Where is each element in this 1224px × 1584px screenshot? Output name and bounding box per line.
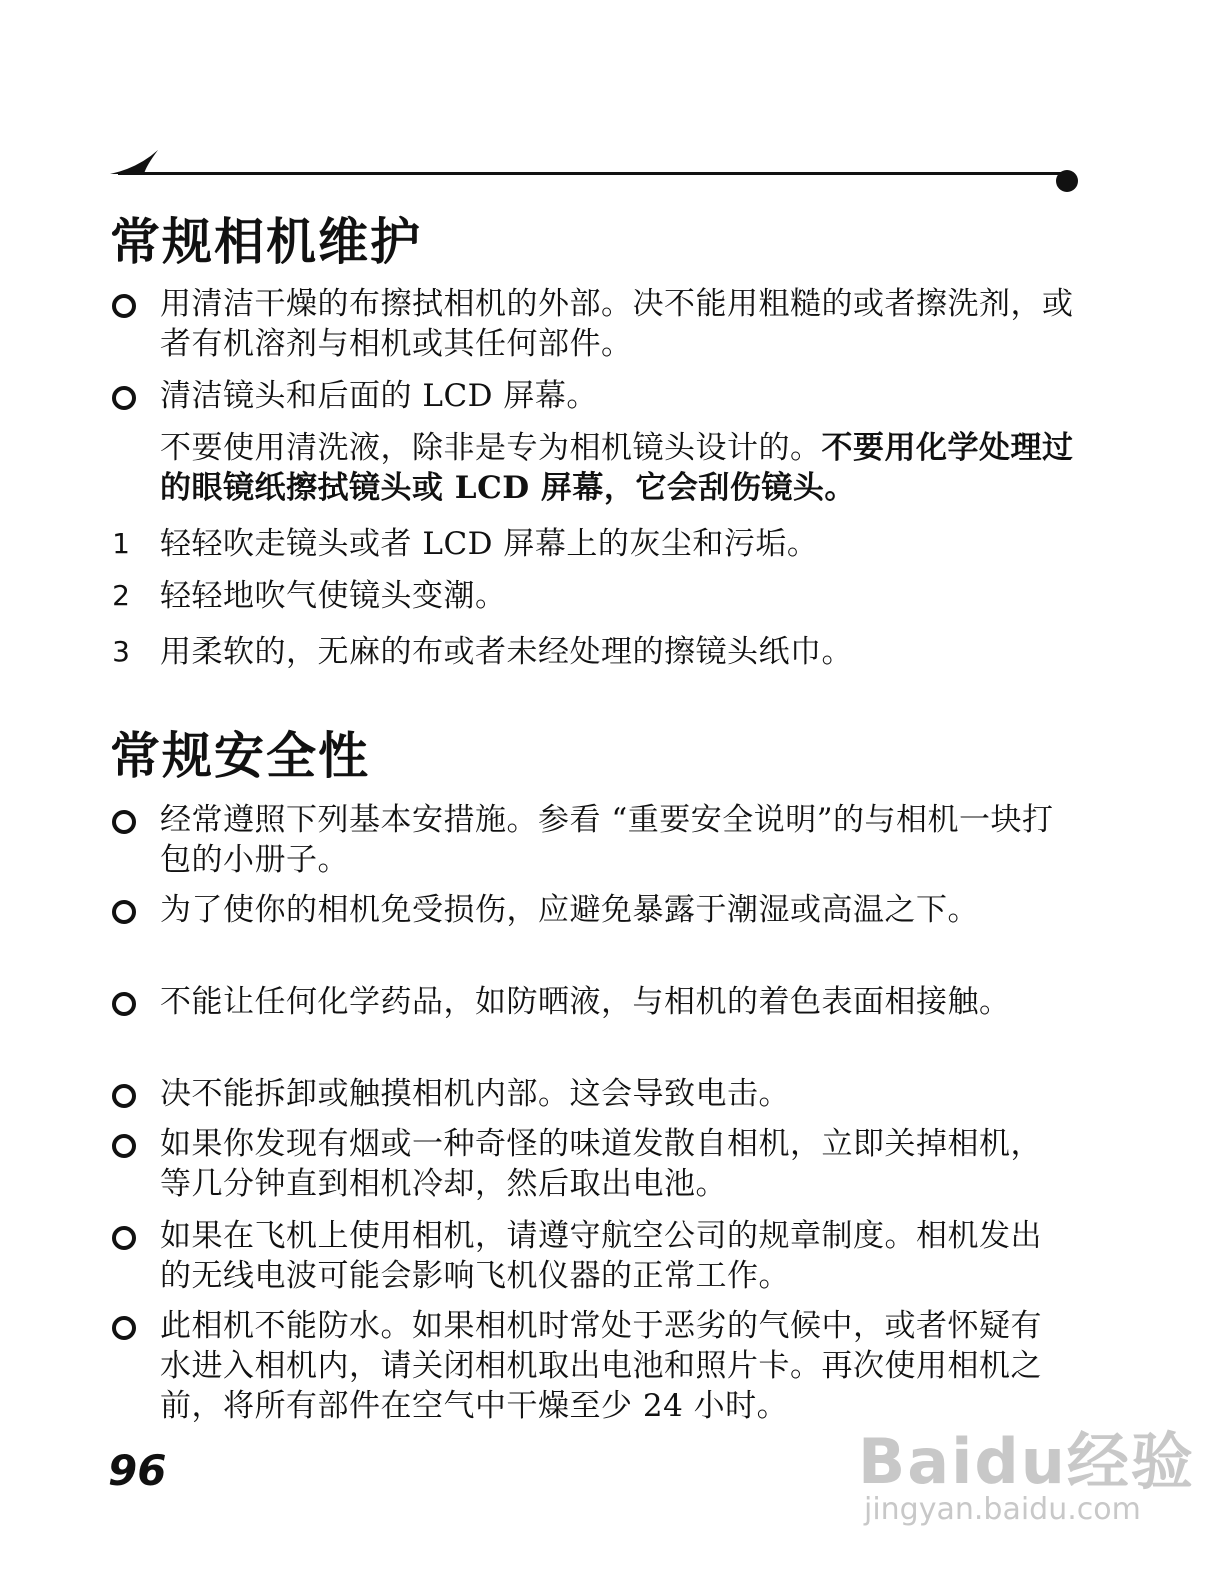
maintenance-item bbox=[106, 376, 1081, 416]
page-number: 96 bbox=[108, 1446, 167, 1495]
bullet-circle-icon bbox=[112, 1226, 136, 1250]
maintenance-warning-paragraph bbox=[106, 428, 1081, 508]
header-rule-dot bbox=[1056, 170, 1078, 192]
item-text: 轻轻地吹气使镜头变潮。 bbox=[160, 578, 507, 614]
item-text: 不能让任何化学药品，如防晒液，与相机的着色表面相接触。 bbox=[160, 984, 1011, 1020]
item-text: 为了使你的相机免受损伤，应避免暴露于潮湿或高温之下。 bbox=[160, 892, 979, 928]
item-text: 清洁镜头和后面的 LCD 屏幕。 bbox=[160, 378, 598, 414]
warning-bold-text: 不要用化学处理过的眼镜纸擦拭镜头或 LCD 屏幕，它会刮伤镜头。 bbox=[160, 430, 1074, 506]
step-number: 1 bbox=[112, 527, 130, 560]
safety-item bbox=[106, 890, 1081, 930]
safety-item bbox=[106, 1216, 1081, 1296]
section-title-safety: 常规安全性 bbox=[110, 727, 370, 785]
item-text: 用柔软的，无麻的布或者未经处理的擦镜头纸巾。 bbox=[160, 634, 853, 670]
safety-item bbox=[106, 1074, 1081, 1114]
bullet-circle-icon bbox=[112, 294, 136, 318]
item-text: 决不能拆卸或触摸相机内部。这会导致电击。 bbox=[160, 1076, 790, 1112]
watermark bbox=[858, 1412, 1195, 1552]
warning-text bbox=[160, 428, 1081, 508]
header-rule bbox=[118, 172, 1068, 175]
bullet-circle-icon bbox=[112, 1134, 136, 1158]
safety-item bbox=[106, 1124, 1081, 1204]
bullet-circle-icon bbox=[112, 900, 136, 924]
bullet-circle-icon bbox=[112, 810, 136, 834]
bullet-circle-icon bbox=[112, 386, 136, 410]
item-text: 经常遵照下列基本安措施。参看 “重要安全说明”的与相机一块打包的小册子。 bbox=[160, 802, 1054, 878]
item-text: 如果你发现有烟或一种奇怪的味道发散自相机，立即关掉相机，等几分钟直到相机冷却，然后取出电池。 bbox=[160, 1126, 1042, 1202]
item-text: 如果在飞机上使用相机，请遵守航空公司的规章制度。相机发出的无线电波可能会影响飞机仪器的正常工作。 bbox=[160, 1218, 1042, 1294]
watermark-logo: Baidu经验 bbox=[858, 1425, 1195, 1498]
item-text: 此相机不能防水。如果相机时常处于恶劣的气候中，或者怀疑有水进入相机内，请关闭相机取出电池和照片卡。再次使用相机之前，将所有部件在空气中干燥至少 24 小时。 bbox=[160, 1308, 1042, 1424]
item-text: 用清洁干燥的布擦拭相机的外部。决不能用粗糙的或者擦洗剂，或者有机溶剂与相机或其任何部件。 bbox=[160, 286, 1074, 362]
step-item bbox=[106, 576, 1081, 616]
safety-item bbox=[106, 982, 1081, 1022]
section-title-maintenance: 常规相机维护 bbox=[110, 213, 422, 271]
step-item bbox=[106, 632, 1081, 672]
warning-normal-text: 不要使用清洗液，除非是专为相机镜头设计的。 bbox=[160, 430, 822, 466]
watermark-url: jingyan.baidu.com bbox=[864, 1492, 1141, 1527]
step-item bbox=[106, 524, 1081, 564]
safety-item bbox=[106, 800, 1081, 880]
maintenance-item bbox=[106, 284, 1081, 364]
bullet-circle-icon bbox=[112, 1084, 136, 1108]
bullet-circle-icon bbox=[112, 992, 136, 1016]
bullet-circle-icon bbox=[112, 1316, 136, 1340]
safety-item bbox=[106, 1306, 1081, 1426]
step-number: 3 bbox=[112, 635, 130, 668]
step-number: 2 bbox=[112, 579, 130, 612]
item-text: 轻轻吹走镜头或者 LCD 屏幕上的灰尘和污垢。 bbox=[160, 526, 819, 562]
